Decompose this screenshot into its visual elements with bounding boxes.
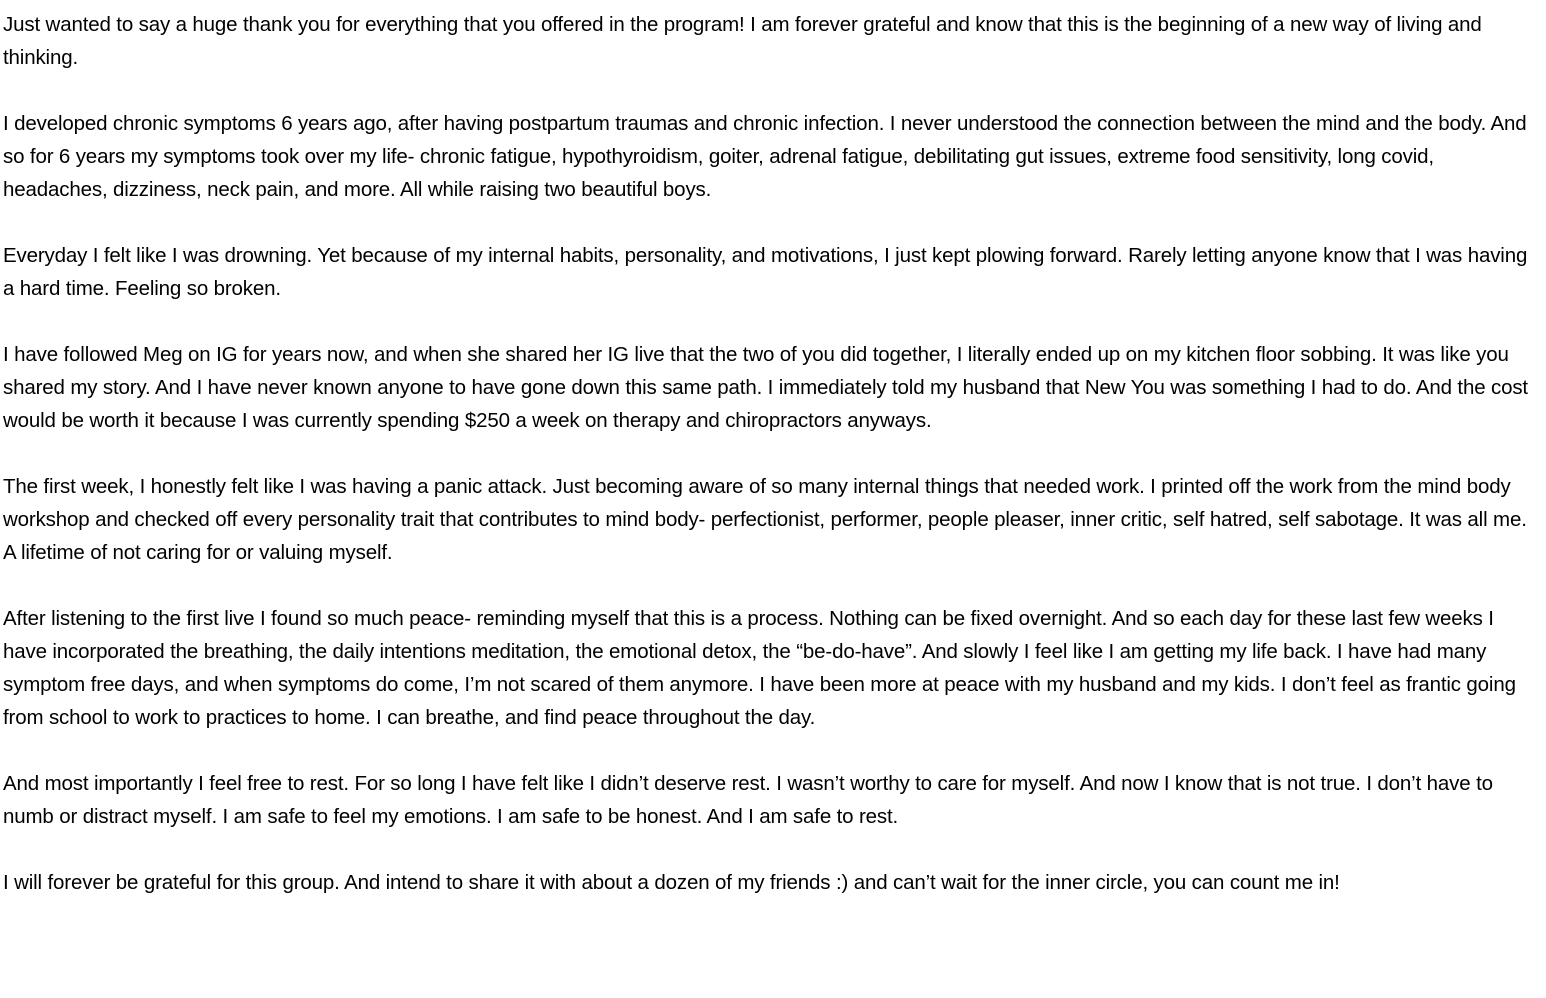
paragraph-3: Everyday I felt like I was drowning. Yet because of my internal habits, personality, and motivations, I just kept plowing forward. Rarely letting anyone know that I was having a hard time. Feeling so broken. xyxy=(3,244,1528,300)
paragraph-1: Just wanted to say a huge thank you for everything that you offered in the program! I am forever grateful and know that this is the beginning of a new way of living and thinking. xyxy=(3,13,1482,69)
paragraph-2: I developed chronic symptoms 6 years ago, after having postpartum traumas and chronic infection. I never understood the connection between the mind and the body. And so for 6 years my symptoms took over my life- chronic fatigue, hypothyroidism, goiter, adrenal fatigue, debilitating gut issues, extreme food sensitivity, long covid, headaches, dizziness, neck pain, and more. All while raising two beautiful boys. xyxy=(3,112,1527,201)
paragraph-7: And most importantly I feel free to rest. For so long I have felt like I didn’t deserve rest. I wasn’t worthy to care for myself. And now I know that is not true. I don’t have to numb or distract myself. I am safe to feel my emotions. I am safe to be honest. And I am safe to rest. xyxy=(3,772,1493,828)
paragraph-4: I have followed Meg on IG for years now, and when she shared her IG live that the two of you did together, I literally ended up on my kitchen floor sobbing. It was like you shared my story. And I have never known anyone to have gone down this same path. I immediately told my husband that New You was something I had to do. And the cost would be worth it because I was currently spending $250 a week on therapy and chiropractors anyways. xyxy=(3,343,1528,432)
paragraph-6: After listening to the first live I found so much peace- reminding myself that this is a process. Nothing can be fixed overnight. And so each day for these last few weeks I have incorporated the breathing, the daily intentions meditation, the emotional detox, the “be-do-have”. And slowly I feel like I am getting my life back. I have had many symptom free days, and when symptoms do come, I’m not scared of them anymore. I have been more at peace with my husband and my kids. I don’t feel as frantic going from school to work to practices to home. I can breathe, and find peace throughout the day. xyxy=(3,607,1516,729)
paragraph-5: The first week, I honestly felt like I was having a panic attack. Just becoming aware of so many internal things that needed work. I printed off the work from the mind body workshop and checked off every personality trait that contributes to mind body- perfectionist, performer, people pleaser, inner critic, self hatred, self sabotage. It was all me. A lifetime of not caring for or valuing myself. xyxy=(3,475,1527,564)
paragraph-8: I will forever be grateful for this group. And intend to share it with about a dozen of my friends :) and can’t wait for the inner circle, you can count me in! xyxy=(3,871,1340,894)
